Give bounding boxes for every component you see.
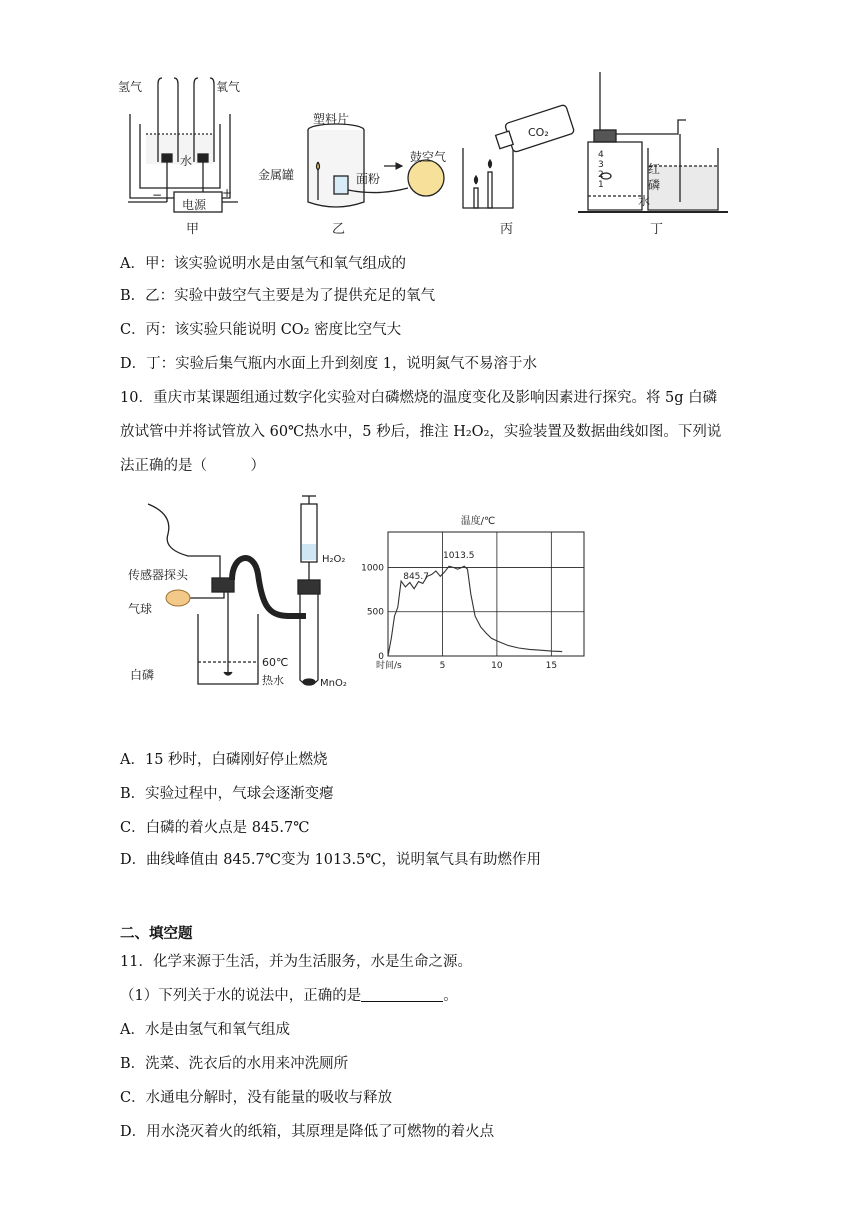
q10-option-d: D．曲线峰值由 845.7℃变为 1013.5℃，说明氧气具有助燃作用	[120, 852, 542, 868]
hydrogen-label: 氢气	[118, 80, 143, 94]
answer-blank[interactable]	[361, 987, 443, 1002]
q11-option-d: D．用水浇灭着火的纸箱，其原理是降低了可燃物的着火点	[120, 1124, 495, 1140]
plot-frame	[388, 532, 584, 656]
section-title: 二、填空题	[120, 925, 193, 942]
figure-four-experiments	[118, 70, 728, 240]
q10-stem-line-1: 10．重庆市某课题组通过数字化实验对白磷燃烧的温度变化及影响因素进行探究。将 5g 白磷	[120, 390, 718, 406]
hot-water-label: 热水	[262, 674, 284, 687]
oxygen-label: 氧气	[216, 80, 241, 94]
temperature-chart-svg	[362, 510, 592, 682]
q9-option-a: A．甲：该实验说明水是由氢气和氧气组成的	[120, 256, 406, 272]
scale-mark-2: 2	[598, 170, 604, 180]
chart-title: 温度/℃	[460, 516, 496, 527]
ding-label: 丁	[650, 222, 664, 237]
apparatus-drawing	[128, 494, 358, 694]
red-phosphorus-label-1: 红	[648, 162, 661, 176]
minus-label: −	[152, 188, 163, 202]
plus-label: +	[222, 186, 233, 200]
plastic-label: 塑料片	[313, 112, 350, 126]
q10-stem-line-2: 放试管中并将试管放入 60℃热水中，5 秒后，推注 H₂O₂，实验装置及数据曲线如图。下列说	[120, 424, 722, 440]
yi-label: 乙	[332, 222, 346, 237]
q9-option-d: D．丁：实验后集气瓶内水面上升到刻度 1，说明氮气不易溶于水	[120, 356, 537, 372]
q11-sub1-prefix: （1）下列关于水的说法中，正确的是	[120, 988, 362, 1004]
x-tick-label: 15	[545, 661, 558, 671]
water-label: 水	[180, 154, 193, 168]
power-label: 电源	[182, 198, 207, 212]
q9-option-b: B．乙：实验中鼓空气主要是为了提供充足的氧气	[120, 288, 436, 304]
water-label-ding: 水	[638, 194, 651, 208]
annotation-1013-5: 1013.5	[442, 551, 475, 562]
bing-label: 丙	[500, 222, 514, 237]
annotation-845-7: 845.7	[403, 572, 430, 583]
x-axis-label: 时间/s	[376, 661, 402, 671]
blow-label: 鼓空气	[410, 150, 447, 164]
temperature-chart	[362, 510, 592, 682]
sensor-label: 传感器探头	[128, 568, 189, 582]
x-tick-label: 10	[491, 661, 503, 671]
q11-sub1-suffix: 。	[443, 988, 458, 1004]
hot-water-temp-label: 60℃	[262, 656, 289, 669]
q9-option-c: C．丙：该实验只能说明 CO₂ 密度比空气大	[120, 322, 402, 338]
co2-candles-apparatus	[463, 104, 575, 208]
white-phosphorus-apparatus	[128, 494, 358, 694]
x-tick-label: 5	[439, 661, 446, 671]
q11-stem: 11．化学来源于生活，并为生活服务，水是生命之源。	[120, 954, 472, 970]
q10-option-a: A．15 秒时，白磷刚好停止燃烧	[120, 752, 328, 768]
dust-explosion-apparatus	[308, 124, 447, 207]
q11-option-c: C．水通电分解时，没有能量的吸收与释放	[120, 1090, 393, 1106]
y-tick-label: 1000	[362, 563, 384, 574]
q11-option-a: A．水是由氢气和氧气组成	[120, 1022, 290, 1038]
q10-option-c: C．白磷的着火点是 845.7℃	[120, 820, 310, 836]
mno2-label: MnO₂	[320, 678, 347, 689]
balloon-label: 气球	[128, 602, 153, 616]
y-tick-label: 500	[366, 607, 384, 618]
h2o2-label: H₂O₂	[322, 554, 346, 565]
q10-option-b: B．实验过程中，气球会逐渐变瘪	[120, 786, 334, 802]
scale-mark-3: 3	[598, 160, 604, 170]
jia-label: 甲	[186, 222, 200, 237]
can-label: 金属罐	[258, 168, 295, 182]
q11-option-b: B．洗菜、洗衣后的水用来冲洗厕所	[120, 1056, 349, 1072]
co2-label: CO₂	[528, 126, 549, 139]
scale-mark-4: 4	[598, 150, 604, 160]
q11-sub1	[120, 986, 458, 1006]
y-tick-label: 0	[378, 652, 384, 662]
white-phosphorus-label: 白磷	[130, 668, 155, 682]
red-phosphorus-label-2: 磷	[648, 178, 661, 192]
q10-stem-line-3: 法正确的是（ ）	[120, 458, 265, 474]
flour-label: 面粉	[356, 172, 381, 186]
scale-mark-1: 1	[598, 180, 604, 190]
